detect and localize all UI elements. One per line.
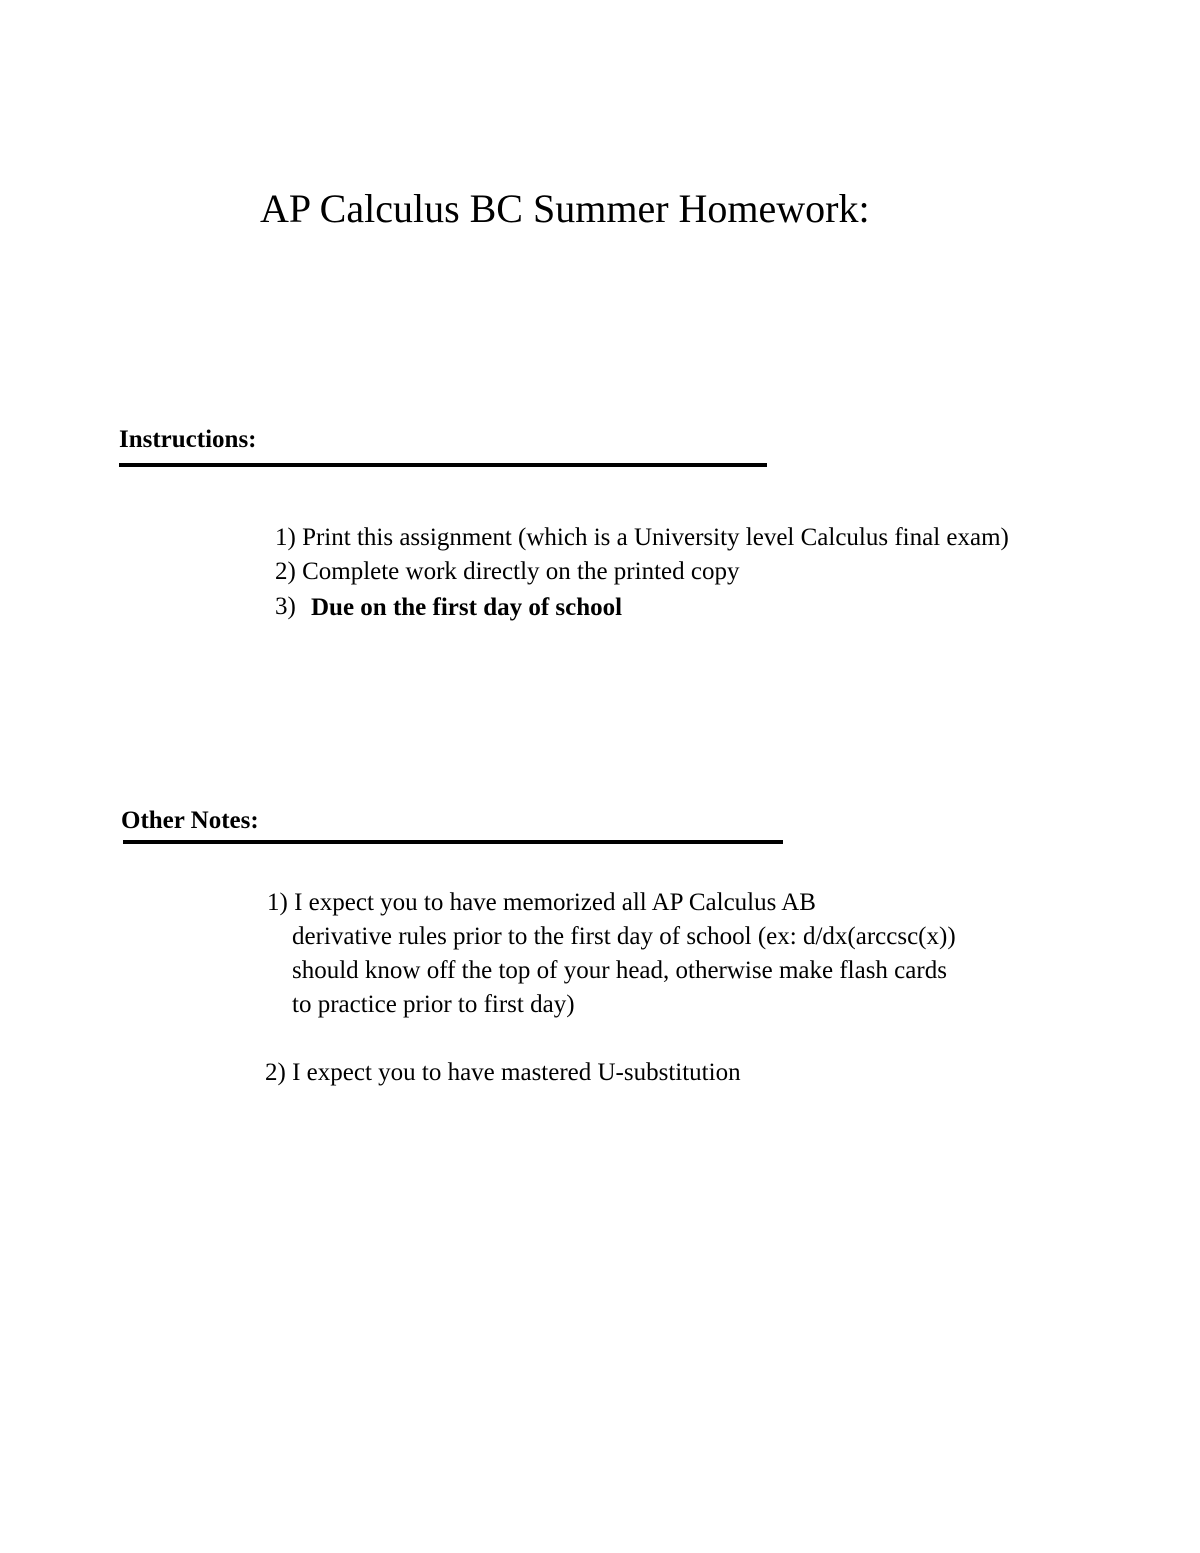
note-1-line-4: to practice prior to first day) [292,991,575,1018]
note-1-line-1: 1) I expect you to have memorized all AP Calculus AB [267,889,816,916]
instruction-item-1: 1) Print this assignment (which is a University level Calculus final exam) [275,524,1009,551]
instruction-item-3-text: Due on the first day of school [311,594,623,621]
note-1-line-2: derivative rules prior to the first day of school (ex: d/dx(arccsc(x)) [292,923,956,950]
other-notes-underline [123,840,783,844]
instructions-underline [119,463,767,467]
instruction-item-2: 2) Complete work directly on the printed copy [275,558,740,585]
other-notes-heading: Other Notes: [121,807,259,834]
note-1-line-3: should know off the top of your head, otherwise make flash cards [292,957,947,984]
instructions-heading: Instructions: [119,426,257,453]
note-2: 2) I expect you to have mastered U-substitution [265,1059,741,1086]
page-title: AP Calculus BC Summer Homework: [260,186,870,231]
instruction-item-3-number: 3) [275,593,296,620]
